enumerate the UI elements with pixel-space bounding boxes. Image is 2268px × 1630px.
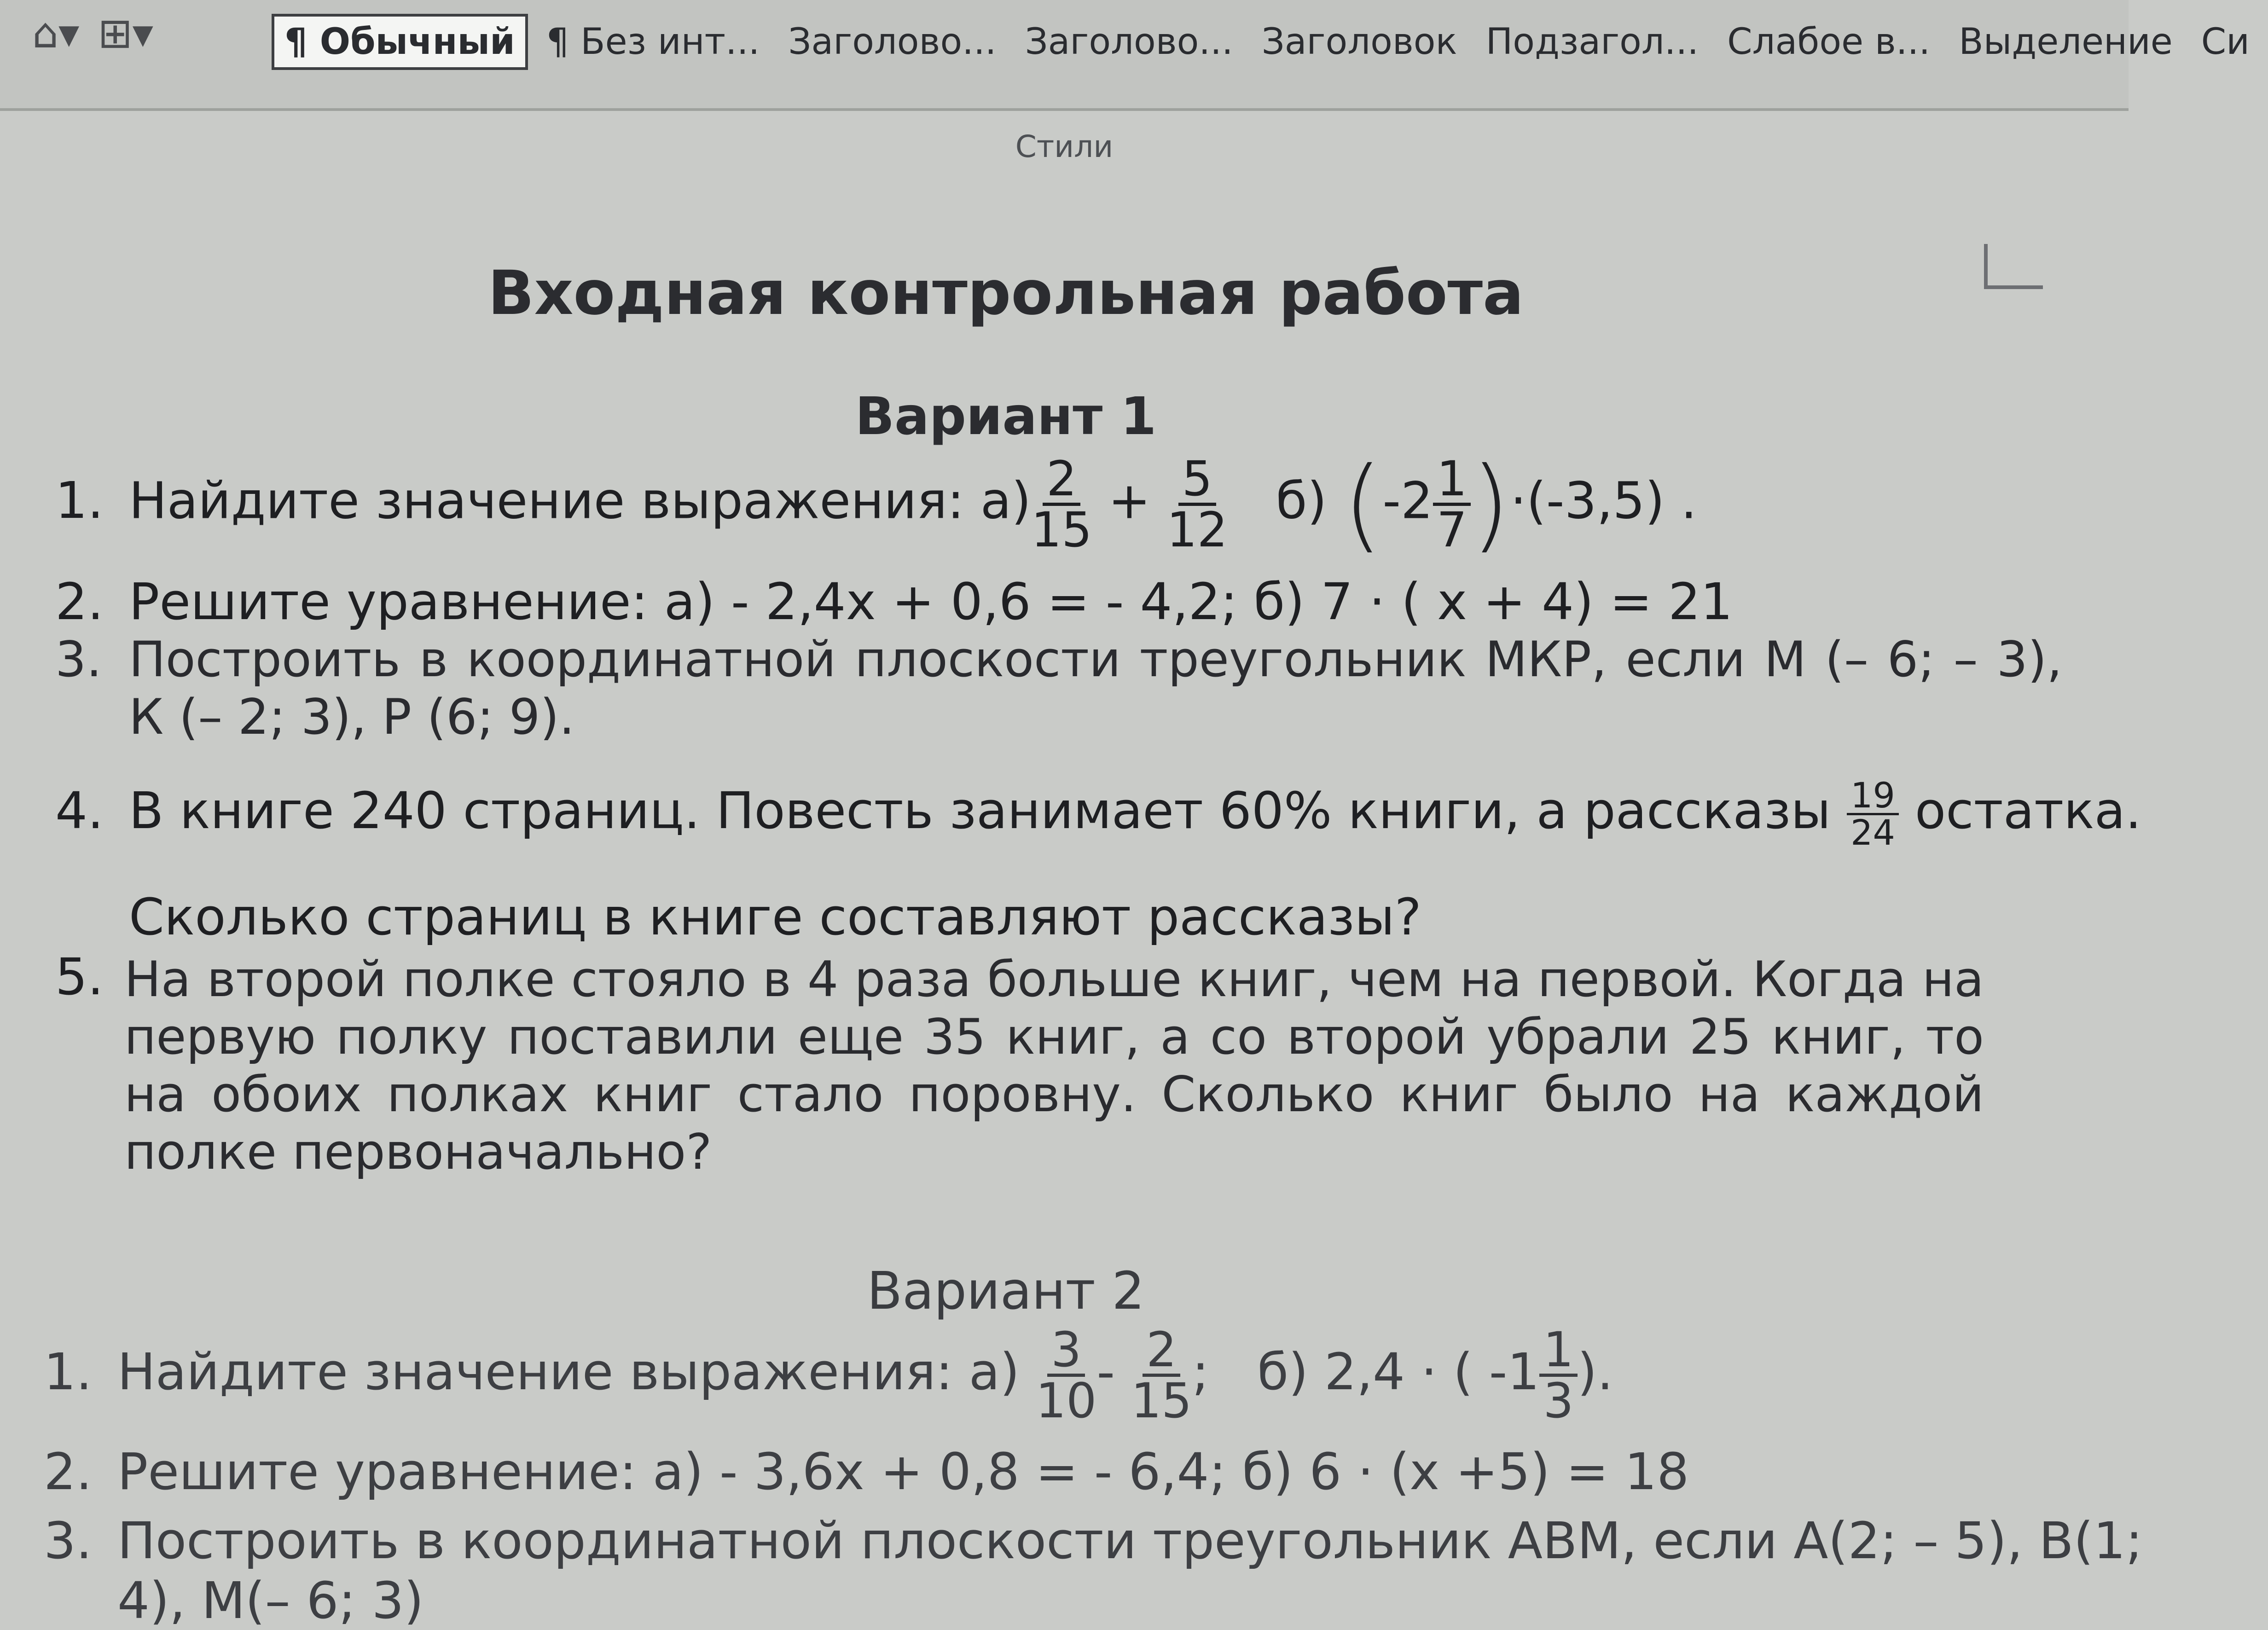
style-heading-2[interactable]: Заголово... <box>1025 21 1233 63</box>
v2-task-3-line2: 4), М(– 6; 3) <box>117 1571 424 1630</box>
v1-task-3 <box>55 631 2062 746</box>
task-text: Построить в координатной плоскости треугольник АВМ, если А(2; – 5), В(1; <box>117 1511 2143 1570</box>
v2-task-3 <box>44 1511 2143 1570</box>
fraction: $\frac{1}{7}$ <box>1433 455 1471 554</box>
minus-sign: - <box>1096 1342 1115 1401</box>
style-heading-1[interactable]: Заголово... <box>788 21 997 63</box>
v1-task-1: 1. Найдите значение выражения: а) $\frac{2}{15}$ + $\frac{5}{12}$ б) (-2 $\frac{1}{7}$ )·(-3,5) . <box>55 445 1697 563</box>
task-number: 1. <box>55 471 104 530</box>
task-text: Решите уравнение: а) - 2,4х + 0,6 = - 4,2; б) 7 · ( х + 4) = 21 <box>129 572 1733 631</box>
task-text: Решите уравнение: а) - 3,6х + 0,8 = - 6,4; б) 6 · (х +5) = 18 <box>117 1442 1689 1501</box>
mixed-whole: -2 <box>1382 471 1433 530</box>
v1-task-4-question: Сколько страниц в книге составляют рассказы? <box>129 888 1421 946</box>
part-b-label: б) 2,4 · ( -1 <box>1257 1342 1540 1401</box>
v2-task-2 <box>44 1442 1689 1501</box>
task-number: 2. <box>44 1442 92 1501</box>
fraction: $\frac{5}{12}$ <box>1166 450 1228 558</box>
v2-task-1: 1. Найдите значение выражения: а) $\frac{3}{10}$ - $\frac{2}{15}$ ; б) 2,4 · ( -1 $\frac{1}{3}$ ). <box>44 1322 1613 1429</box>
variant-1-heading: Вариант 1 <box>855 387 1157 447</box>
styles-group-label: Стили <box>1015 129 1114 164</box>
variant-2-heading: Вариант 2 <box>867 1261 1145 1321</box>
expression-rest: ). <box>1577 1342 1613 1401</box>
style-strong[interactable]: Си <box>2201 21 2250 63</box>
style-normal[interactable]: ¶ Обычный <box>272 14 528 70</box>
fraction: $\frac{2}{15}$ <box>1031 450 1092 558</box>
ribbon <box>0 0 2250 164</box>
task-text: Построить в координатной плоскости треугольник МКР, если М (– 6; – 3), К (– 2; 3), Р (6; 9). <box>129 631 2062 746</box>
expression-rest: ·(-3,5) . <box>1510 471 1697 530</box>
part-a-label: а) <box>969 1342 1020 1401</box>
v1-task-4 <box>55 775 2142 853</box>
borders-icon[interactable]: ⊞▾ <box>98 9 153 58</box>
task-text: Найдите значение выражения: <box>117 1342 953 1401</box>
fraction: $\frac{3}{10}$ <box>1036 1322 1097 1429</box>
task-number: 4. <box>55 781 104 840</box>
fraction: $\frac{19}{24}$ <box>1847 778 1899 850</box>
task-number: 2. <box>55 572 104 631</box>
task-text: Найдите значение выражения: <box>129 471 964 530</box>
plus-sign: + <box>1108 471 1151 530</box>
style-subtle-emphasis[interactable]: Слабое в... <box>1727 21 1931 63</box>
v1-task-5-text: На второй полке стояло в 4 раза больше книг, чем на первой. Когда на первую полку поставили еще 35 книг, а со второй убрали 25 книг, то на обоих полках книг стало поровну. Сколько книг было на каждой полке первоначально? <box>124 951 1984 1181</box>
task-number: 1. <box>44 1342 92 1401</box>
task-text-end: остатка. <box>1914 781 2142 840</box>
style-subtitle[interactable]: Подзагол... <box>1485 21 1699 63</box>
task-number: 3. <box>55 631 102 688</box>
styles-gallery <box>272 14 2268 70</box>
part-a-label: а) <box>980 471 1032 530</box>
fraction: $\frac{2}{15}$ <box>1131 1322 1192 1429</box>
style-no-spacing[interactable]: ¶ Без инт... <box>546 21 760 63</box>
task-number: 3. <box>44 1511 92 1570</box>
shading-icon[interactable]: ⌂▾ <box>32 9 80 58</box>
fraction: $\frac{1}{3}$ <box>1539 1326 1577 1425</box>
v1-task-2 <box>55 572 1733 631</box>
part-b-label: б) <box>1276 471 1327 530</box>
task-text: В книге 240 страниц. Повесть занимает 60% книги, а рассказы <box>129 781 1831 840</box>
style-emphasis[interactable]: Выделение <box>1959 21 2173 63</box>
ribbon-tools <box>32 9 153 58</box>
style-title[interactable]: Заголовок <box>1261 21 1457 63</box>
document-title: Входная контрольная работа <box>487 258 1524 329</box>
